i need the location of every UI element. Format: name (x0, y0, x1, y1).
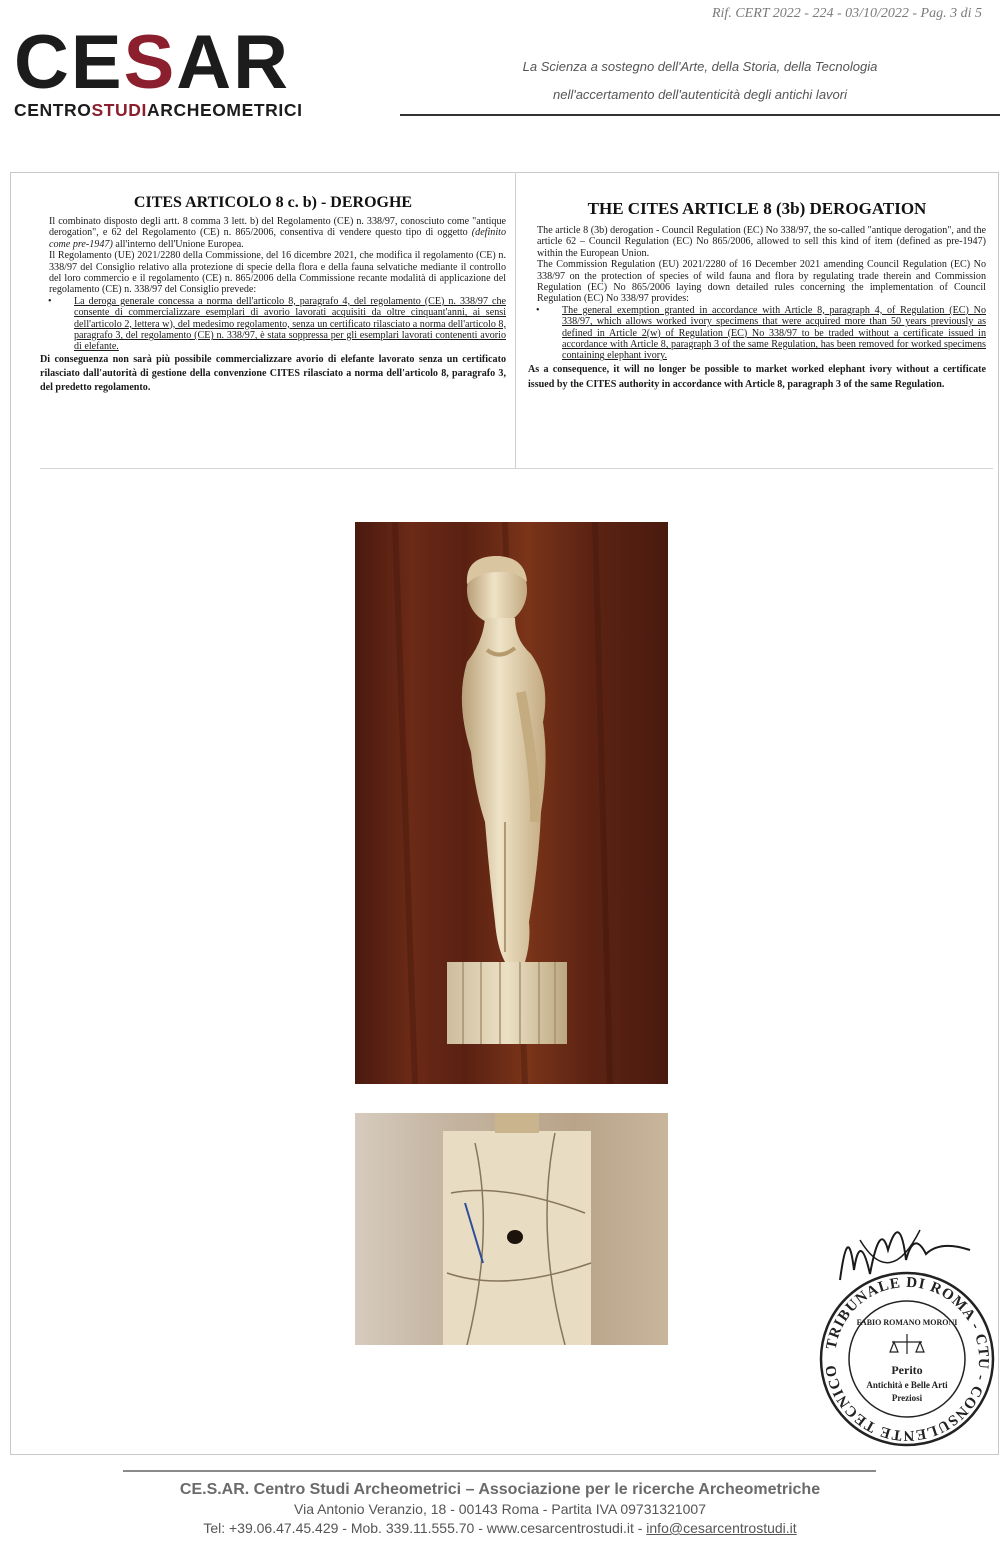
base-detail-illustration (355, 1113, 668, 1345)
italian-paragraph-1-text-a: Il combinato disposto degli artt. 8 comma 3 lett. b) del Regolamento (CE) n. 338/97, conosciuto come "antique derogation", e 62 del Regolamento (CE) n. 865/2006, consentiva di vendere questo tipo di oggetto (49, 216, 506, 239)
logo-wordmark (14, 20, 364, 105)
italian-title: CITES ARTICOLO 8 c. b) - DEROGHE (133, 194, 413, 211)
reference-number: Rif. CERT 2022 - 224 - 03/10/2022 - Pag. 3 di 5 (711, 6, 982, 21)
base-detail-photo (355, 1113, 668, 1345)
stamp-name: FABIO ROMANO MORONI (856, 1318, 958, 1327)
scales-icon (890, 1334, 924, 1354)
logo-sub-studi: STUDI (91, 100, 147, 120)
italian-paragraph-1 (40, 216, 506, 250)
ivory-statuette-photo (355, 522, 668, 1084)
section-divider (40, 468, 993, 469)
logo-subtitle (14, 100, 364, 121)
footer-address: Via Antonio Veranzio, 18 - 00143 Roma - Partita IVA 09731321007 (294, 1501, 706, 1517)
italian-bullet-list (40, 296, 506, 353)
english-conclusion: As a consequence, it will no longer be possible to market worked elephant ivory without a certificate issued by the CITES authority in accordance with Article 8, paragraph 3 of the same Regulation. (528, 363, 986, 391)
english-bullet-item: • The general exemption granted in accordance with Article 8, paragraph 4, of Regulation (EC) No 338/97, which allows worked ivory specimens that were acquired more than 50 years previously as defined in Article 2(w) of Regulation (EC) No 338/97 to be traded without a certificate issued in accordance with Article 8, paragraph 3 of the same Regulation, has been removed for worked specimens containing elephant ivory. (562, 305, 986, 362)
english-bullet-list (528, 305, 986, 362)
tagline-line-1: La Scienza a sostegno dell'Arte, della Storia, della Tecnologia (522, 59, 878, 74)
footer-contact-details: Tel: +39.06.47.45.429 - Mob. 339.11.555.70 - www.cesarcentrostudi.it - (203, 1520, 647, 1536)
italian-paragraph-2: Il Regolamento (UE) 2021/2280 della Commissione, del 16 dicembre 2021, che modifica il regolamento (CE) n. 338/97 del Consiglio relativo alla protezione di specie della flora e della fauna selvatiche mediante il controllo del loro commercio e il regolamento (CE) n. 865/2006 della Commissione recante modalità di applicazione del regolamento (CE) n. 338/97 del Consiglio prevede: (49, 250, 506, 296)
footer-contacts (0, 1520, 1000, 1536)
italian-paragraph-1-emphasis: (definito come pre-1947) (49, 227, 506, 250)
english-paragraph-1: The article 8 (3b) derogation - Council Regulation (EC) No 338/97, the so-called "antique derogation", and the article 62 – Council Regulation (EC) No 865/2006, allowed to sell this kind of item (defined as pre-1947) within the European Union. (537, 225, 986, 259)
footer-email-link[interactable]: info@cesarcentrostudi.it (646, 1520, 797, 1536)
logo-sub-centro: CENTRO (14, 100, 92, 120)
logo-sub-archeometrici: ARCHEOMETRICI (147, 100, 303, 120)
official-stamp (818, 1270, 996, 1448)
column-divider (515, 172, 516, 468)
logo-part-ce: CE (14, 20, 124, 105)
footer-divider (123, 1470, 876, 1472)
italian-paragraph-1-text-b: all'interno dell'Unione Europea. (112, 238, 244, 250)
italian-section (40, 194, 506, 395)
english-paragraph-2: The Commission Regulation (EU) 2021/2280 of 16 December 2021 amending Council Regulation (EC) No 338/97 on the protection of species of wild fauna and flora by regulating trade therein and Commission Regulation (EC) No 865/2006 laying down detailed rules concerning the implementation of Council Regulation (EC) No 338/97 provides: (537, 259, 986, 305)
english-section (528, 199, 986, 392)
tagline-line-2: nell'accertamento dell'autenticità degli antichi lavori (552, 87, 848, 102)
logo-part-ar: AR (176, 20, 291, 105)
stamp-field: Antichità e Belle Arti (866, 1380, 948, 1390)
stamp-field-2: Preziosi (891, 1393, 923, 1403)
cesar-logo (14, 20, 364, 121)
header-divider (400, 114, 1000, 116)
stamp-ring-text: TRIBUNALE DI ROMA - CTU - CONSULENTE TECNICO (823, 1274, 992, 1444)
italian-bullet-item: • La deroga generale concessa a norma dell'articolo 8, paragrafo 4, del regolamento (CE) n. 338/97 che consente di commercializzare esemplari di avorio lavorati acquisiti da oltre cinquant'anni, ai sensi dell'articolo 2, lettera w), del medesimo regolamento, senza un certificato rilasciato a norma dell'articolo 8, paragrafo 3, del regolamento (CE) n. 338/97, è stata soppressa per gli esemplari lavorati contenenti avorio di elefante. (74, 296, 506, 353)
english-title: THE CITES ARTICLE 8 (3b) DEROGATION (587, 199, 927, 218)
footer-organization: CE.S.AR. Centro Studi Archeometrici – Associazione per le ricerche Archeometriche (179, 1481, 821, 1498)
stamp-role: Perito (891, 1363, 923, 1377)
italian-conclusion: Di conseguenza non sarà più possibile commercializzare avorio di elefante lavorato senza un certificato rilasciato dall'autorità di gestione della convenzione CITES rilasciato a norma dell'articolo 8, paragrafo 3, del predetto regolamento. (40, 353, 506, 394)
logo-part-s: S (123, 20, 177, 105)
ivory-statuette-illustration (355, 522, 668, 1084)
